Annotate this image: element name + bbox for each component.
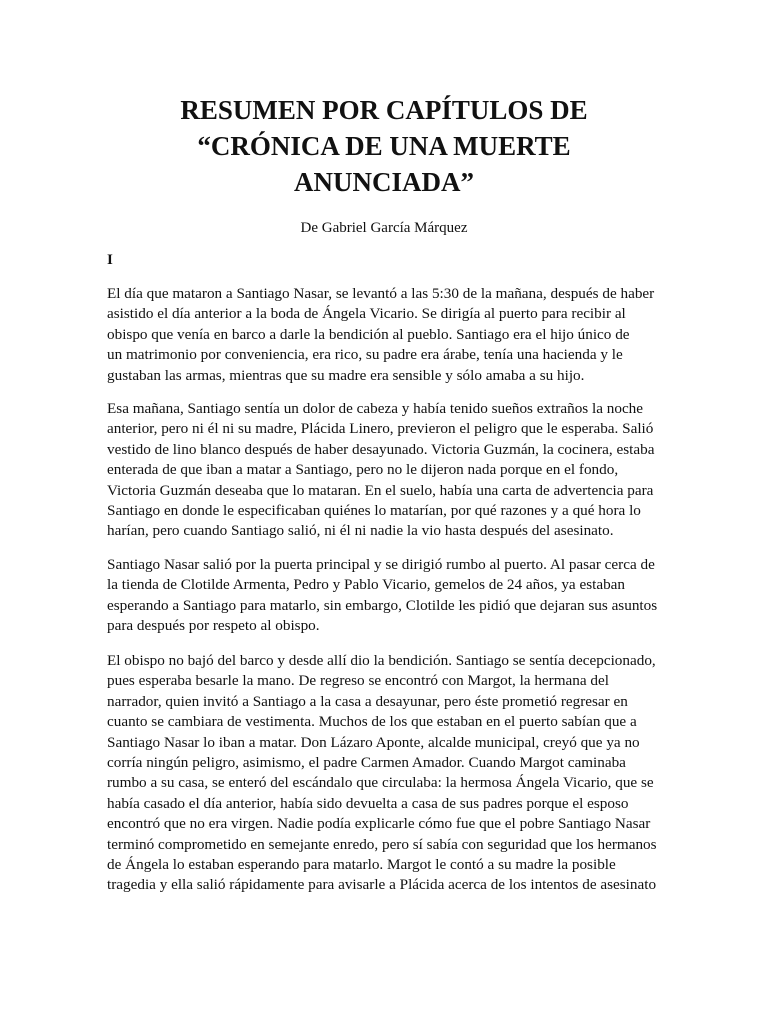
body-paragraph — [107, 651, 657, 896]
text-line: anterior, pero ni él ni su madre, Plácida Linero, previeron el peligro que le esperaba. Salió — [107, 420, 654, 438]
text-line: gustaban las armas, mientras que su madre era sensible y sólo amaba a su hijo. — [107, 366, 585, 384]
text-line: Esa mañana, Santiago sentía un dolor de cabeza y había tenido sueños extraños la noche — [107, 400, 644, 417]
chapter-heading: I — [107, 252, 113, 268]
text-line: cuanto se cambiara de vestimenta. Muchos de los que estaban en el puerto sabían que a — [107, 713, 637, 731]
text-line: harían, pero cuando Santiago salió, ni él ni nadie la vio hasta después del asesinato. — [107, 522, 614, 540]
text-line: El obispo no bajó del barco y desde allí dio la bendición. Santiago se sentía decepcionado, — [107, 652, 656, 669]
text-line: narrador, quien invitó a Santiago a la casa a desayunar, pero éste prometió regresar en — [107, 692, 628, 710]
title-line: ANUNCIADA” — [294, 167, 474, 197]
text-line: Victoria Guzmán deseaba que lo mataran. En el suelo, había una carta de advertencia para — [107, 481, 654, 499]
body-paragraph — [107, 555, 657, 637]
text-line: había casado el día anterior, había sido devuelta a casa de sus padres porque el esposo — [107, 794, 629, 812]
text-line: encontró que no era virgen. Nadie podía explicarle cómo fue que el pobre Santiago Nasar — [107, 815, 651, 833]
text-line: de Ángela lo estaban esperando para matarlo. Margot le contó a su madre la posible — [107, 856, 616, 874]
text-line: enterada de que iban a matar a Santiago, pero no le dijeron nada porque en el fondo, — [107, 461, 619, 479]
text-line: El día que mataron a Santiago Nasar, se levantó a las 5:30 de la mañana, después de haber — [107, 285, 655, 302]
text-line: tragedia y ella salió rápidamente para avisarle a Plácida acerca de los intentos de asesinato — [107, 876, 657, 894]
text-line: terminó comprometido en semejante enredo, pero sí sabía con seguridad que los hermanos — [107, 835, 657, 853]
text-line: obispo que venía en barco a darle la bendición al pueblo. Santiago era el hijo único de — [107, 325, 630, 343]
text-line: Santiago Nasar lo iban a matar. Don Lázaro Aponte, alcalde municipal, creyó que ya no — [107, 733, 640, 751]
text-line: Santiago en donde le especificaban quiénes lo matarían, por qué razones y a qué hora lo — [107, 502, 641, 520]
title-line: RESUMEN POR CAPÍTULOS DE — [180, 95, 588, 125]
text-line: un matrimonio por conveniencia, era rico, su padre era árabe, tenía una hacienda y le — [107, 346, 623, 364]
body-paragraph — [107, 284, 654, 386]
text-line: rumbo a su casa, se enteró del escándalo que circulaba: la hermosa Ángela Vicario, que se — [107, 774, 654, 792]
author-line: De Gabriel García Márquez — [300, 220, 468, 236]
text-line: pues esperaba besarle la mano. De regreso se encontró con Margot, la hermana del — [107, 672, 609, 690]
text-line: la tienda de Clotilde Armenta, Pedro y Pablo Vicario, gemelos de 24 años, ya estaban — [107, 576, 626, 594]
text-line: Santiago Nasar salió por la puerta principal y se dirigió rumbo al puerto. Al pasar cerca de — [107, 556, 655, 573]
text-line: corría ningún peligro, asimismo, el padre Carmen Amador. Cuando Margot caminaba — [107, 754, 626, 772]
text-line: para después por respeto al obispo. — [107, 617, 320, 635]
text-line: esperando a Santiago para matarlo, sin embargo, Clotilde les pidió que dejaran sus asuntos — [107, 596, 658, 614]
document-title — [100, 92, 668, 200]
text-line: asistido el día anterior a la boda de Ángela Vicario. Se dirigía al puerto para recibir al — [107, 305, 626, 323]
body-paragraph — [107, 399, 654, 542]
title-line: “CRÓNICA DE UNA MUERTE — [197, 131, 571, 161]
text-line: vestido de lino blanco después de haber desayunado. Victoria Guzmán, la cocinera, estaba — [107, 440, 655, 458]
